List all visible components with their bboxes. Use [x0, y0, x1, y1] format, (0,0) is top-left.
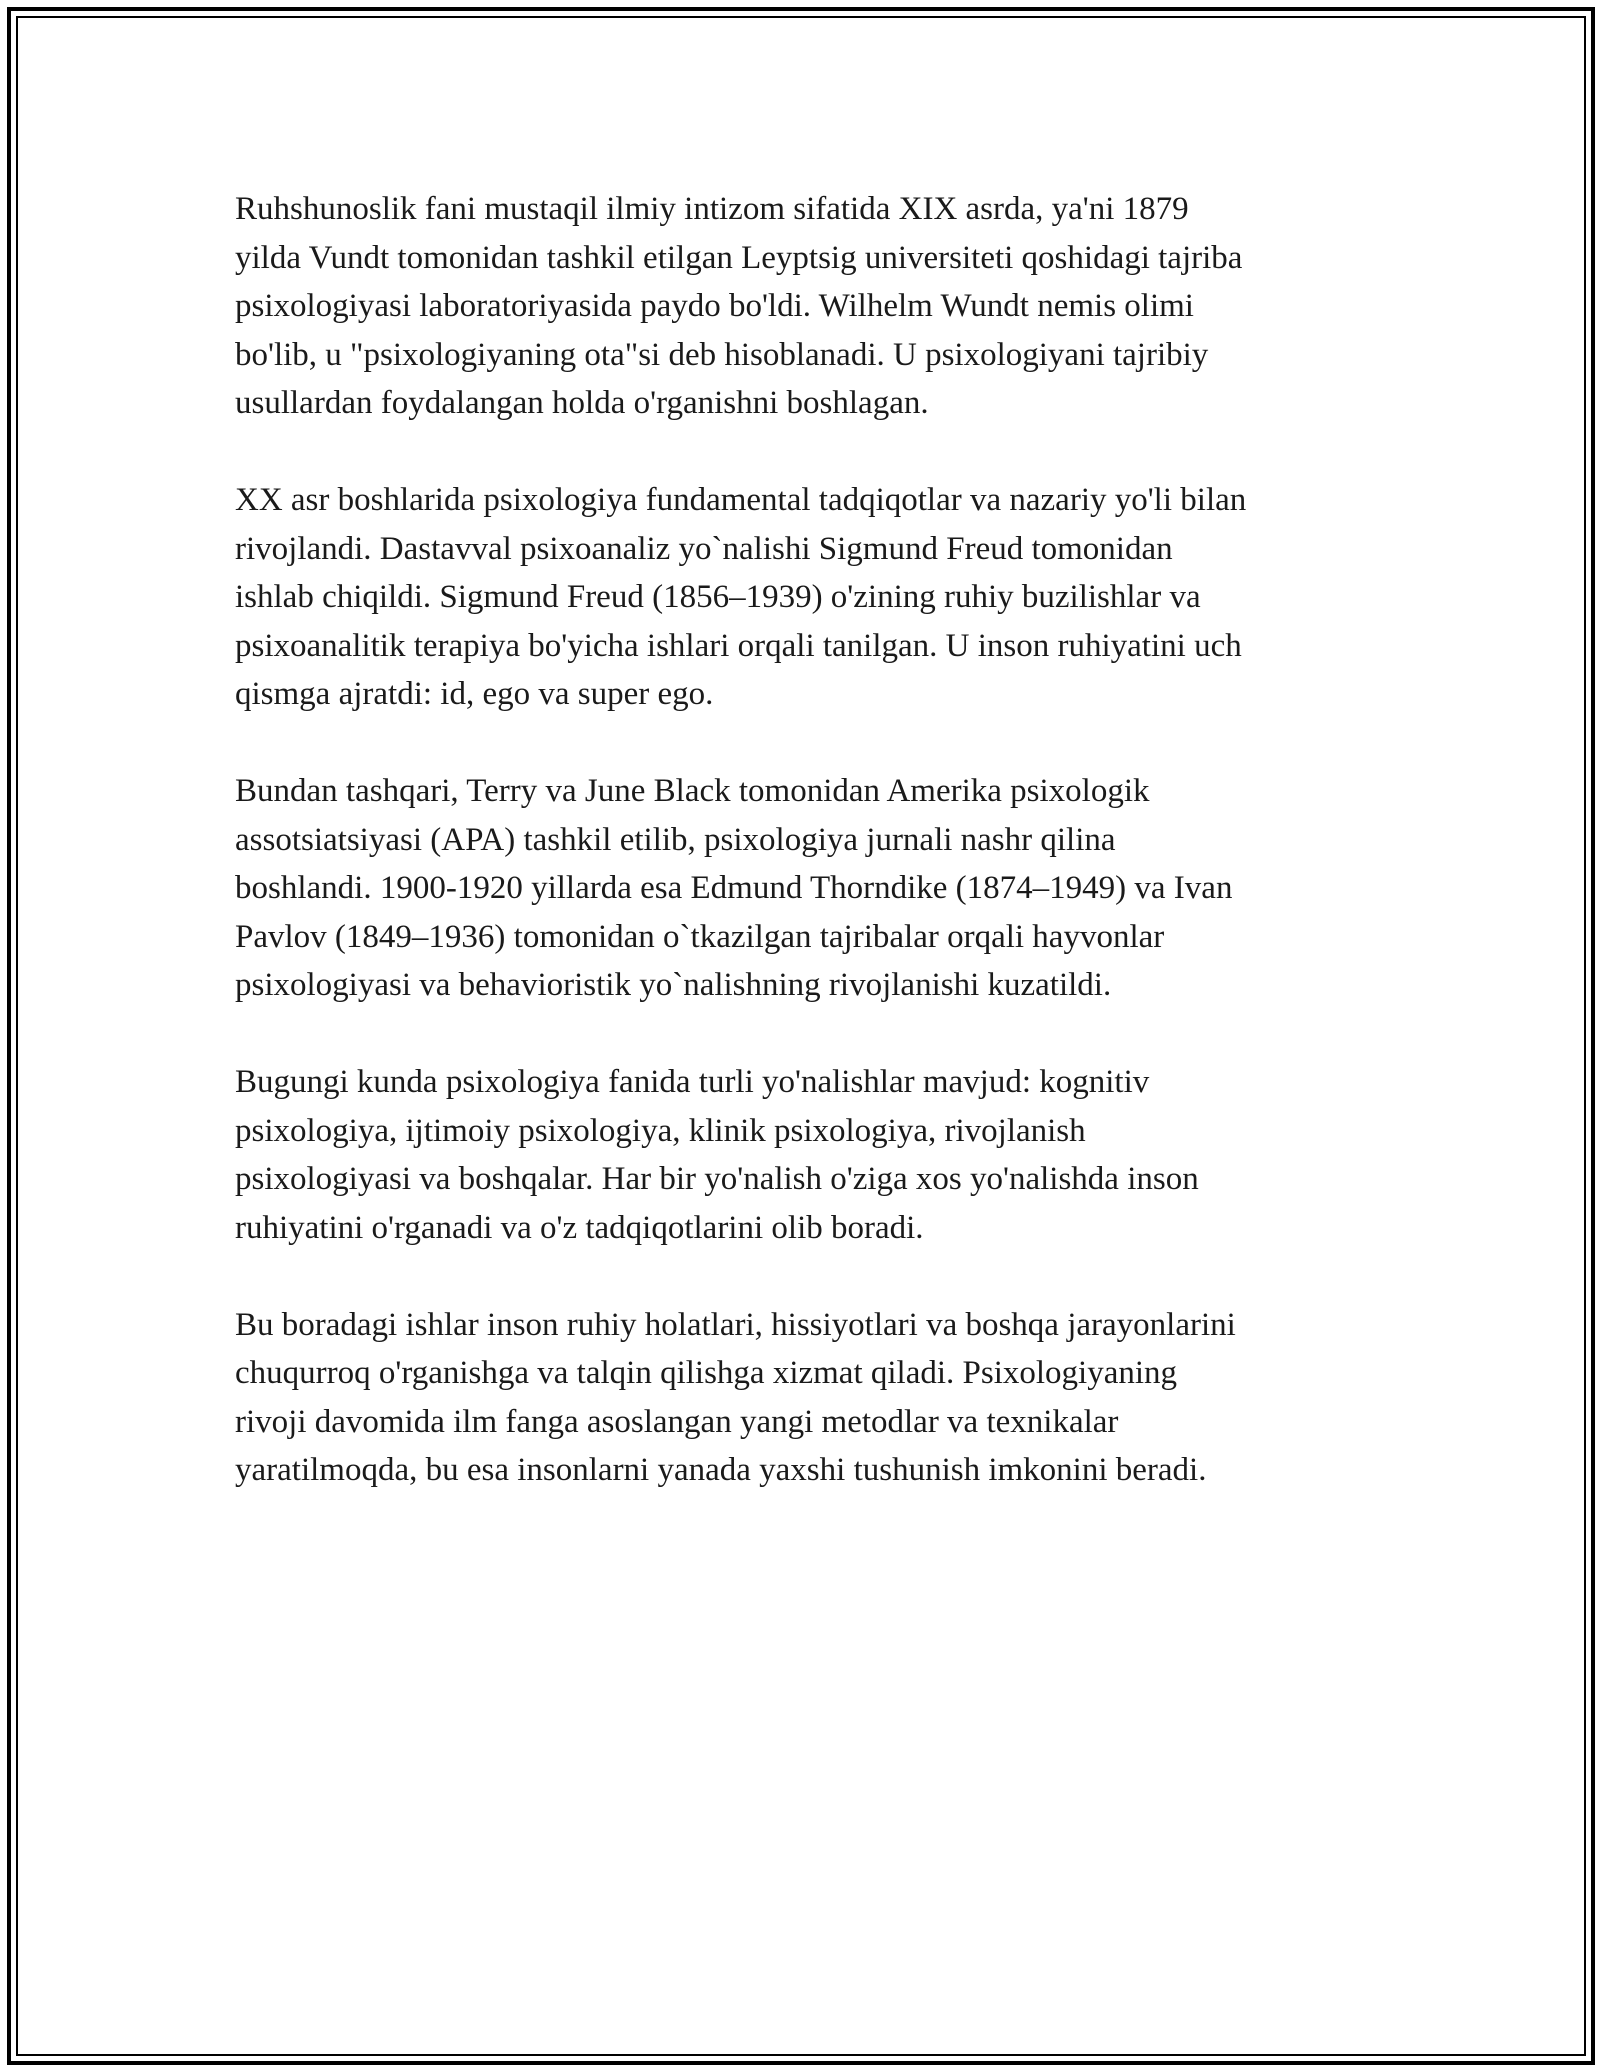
document-body	[235, 185, 1375, 1543]
paragraph-1: Ruhshunoslik fani mustaqil ilmiy intizom sifatida XIX asrda, ya'ni 1879 yilda Vundt tomonidan tashkil etilgan Leyptsig universiteti qoshidagi tajriba psixologiyasi laboratoriyasida paydo bo'ldi. Wilhelm Wundt nemis olimi bo'lib, u "psixologiyaning ota"si deb hisoblanadi. U psixologiyani tajribiy usullardan foydalangan holda o'rganishni boshlagan.	[235, 191, 1243, 421]
paragraph-5: Bu boradagi ishlar inson ruhiy holatlari, hissiyotlari va boshqa jarayonlarini chuqurroq o'rganishga va talqin qilishga xizmat qiladi. Psixologiyaning rivoji davomida ilm fanga asoslangan yangi metodlar va texnikalar yaratilmoqda, bu esa insonlarni yanada yaxshi tushunish imkonini beradi.	[235, 1306, 1236, 1488]
paragraph-2: XX asr boshlarida psixologiya fundamental tadqiqotlar va nazariy yo'li bilan rivojlandi. Dastavval psixoanaliz yo`nalishi Sigmund Freud tomonidan ishlab chiqildi. Sigmund Freud (1856–1939) o'zining ruhiy buzilishlar va psixoanalitik terapiya bo'yicha ishlari orqali tanilgan. U inson ruhiyatini uch qismga ajratdi: id, ego va super ego.	[235, 482, 1247, 712]
paragraph-3: Bundan tashqari, Terry va June Black tomonidan Amerika psixologik assotsiatsiyasi (APA) tashkil etilib, psixologiya jurnali nashr qilina boshlandi. 1900-1920 yillarda esa Edmund Thorndike (1874–1949) va Ivan Pavlov (1849–1936) tomonidan o`tkazilgan tajribalar orqali hayvonlar psixologiyasi va behavioristik yo`nalishning rivojlanishi kuzatildi.	[235, 773, 1233, 1003]
paragraph-4: Bugungi kunda psixologiya fanida turli yo'nalishlar mavjud: kognitiv psixologiya, ijtimoiy psixologiya, klinik psixologiya, rivojlanish psixologiyasi va boshqalar. Har bir yo'nalish o'ziga xos yo'nalishda inson ruhiyatini o'rganadi va o'z tadqiqotlarini olib boradi.	[235, 1064, 1199, 1246]
